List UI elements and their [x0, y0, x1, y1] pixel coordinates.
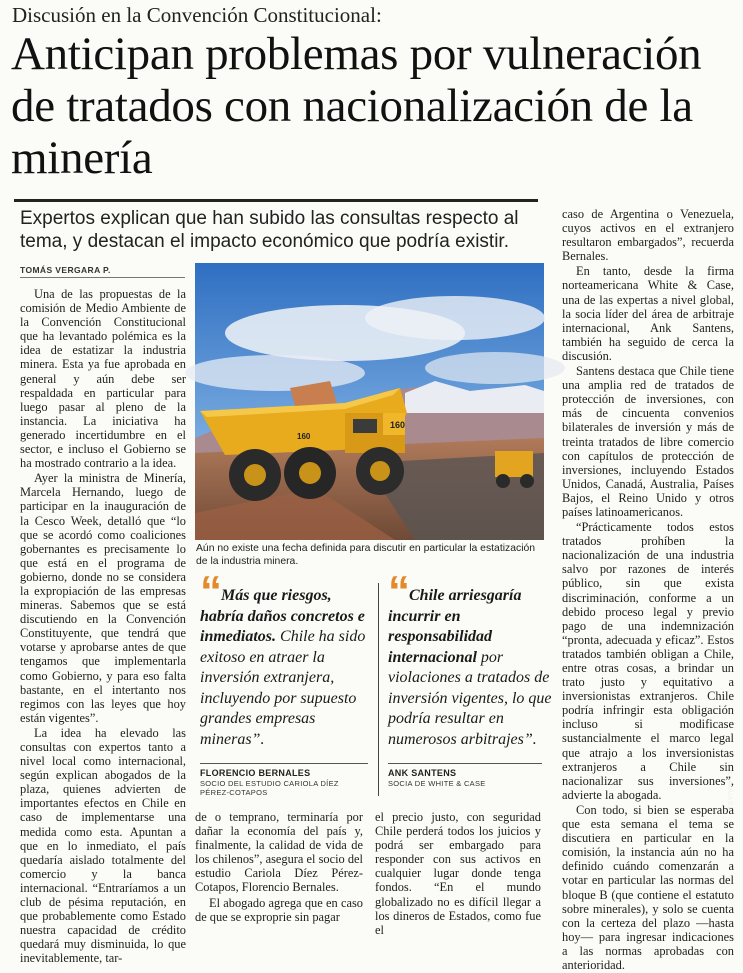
paragraph: El abogado agrega que en caso de que se exproprie sin pagar — [195, 895, 363, 924]
paragraph: La idea ha elevado las consultas con expertos tanto a nivel local como internacional, según explican abogados de la plaza, quienes advierten de importantes efectos en Chile en caso de implementarse una medida como esta. Apuntan a que en lo inmediato, el país quedaría aislado totalmente del comercio y la banca internacional. “Entraríamos a un club de pésima reputación, en que probablemente como Estado nuestra capacidad de crédito quedará muy disminuida, lo que inevitablemente, tar- — [20, 725, 186, 966]
pull-quote-rest: Chile ha sido exitoso en atraer la inversión extranjera, incluyendo por supuesto grandes empresas mineras”. — [200, 628, 366, 748]
deck: Expertos explican que han subido las consultas respecto al tema, y destacan el impacto económico que podría existir. — [20, 208, 519, 252]
pull-quote-bold: Chile arriesgaría incurrir en responsabilidad internacional — [388, 587, 522, 666]
photo-caption: Aún no existe una fecha definida para discutir en particular la estatización de la industria minera. — [196, 543, 536, 567]
paragraph: Santens destaca que Chile tiene una amplia red de tratados de protección de inversiones, con más de cincuenta convenios bilaterales de inversión y más de treinta tratados de libre comercio con capítulos de protección de inversiones, incluyendo Estados Unidos, Canadá, Australia, Países Bajos, el Reino Unido y otros países latinoamericanos. — [562, 364, 734, 519]
paragraph: el precio justo, con seguridad Chile perderá todos los juicios y podrá ser embargado para responder con sus activos en cualquier lugar donde tenga fondos. “En el mundo globalizado no es difícil llegar a los dineros de Estados, como fue el — [375, 810, 541, 937]
deck-rule — [14, 199, 538, 202]
paragraph: Ayer la ministra de Minería, Marcela Hernando, luego de participar en la inauguración de la Cesco Week, detalló que “lo que se acordó como coaliciones gobernantes es precisamente lo que está en el programa de gobierno, donde no se considera la expropiación de las empresas mineras. Sabemos que se está discutiendo en la Convención Constituyente, que tendrá que votarse y aprobarse antes de que tengamos que implementarla como Gobierno, y para eso falta bastante, en el intertanto nos regimos con las leyes que hoy están vigentes”. — [20, 471, 186, 725]
truck-number-1: 160 — [390, 420, 406, 430]
pull-quote-1 — [200, 567, 370, 750]
pull-quote-2 — [388, 567, 558, 750]
pull-quote-rest: por violaciones a tratados de inversión vigentes, lo que podría resultar en numerosos arbitrajes”. — [388, 648, 552, 748]
pull-quote-bold: Más que riesgos, habría daños concretos e inmediatos. — [200, 587, 365, 645]
pull-quote-text — [200, 567, 370, 750]
headline: Anticipan problemas por vulneración de tratados con nacionalización de la minería — [11, 28, 702, 184]
paragraph: Una de las propuestas de la comisión de Medio Ambiente de la Convención Constitucional que ha levantado polémica es la idea de estatizar la industria minera. Esta ya fue aprobada en general y aún debe ser respaldada en particular para luego pasar al pleno de la instancia. La iniciativa ha generado incertidumbre en el sector, e incluso el Gobierno se ha mostrado contrario a la idea. — [20, 287, 186, 471]
truck-number-2: 160 — [297, 432, 311, 441]
pull-quote-role: SOCIA DE WHITE & CASE — [388, 779, 486, 788]
pull-quote-text — [388, 567, 558, 750]
photo-credit: COLLAMUAS1 — [726, 761, 733, 810]
column-3 — [375, 810, 541, 938]
pull-quote-name: FLORENCIO BERNALES — [200, 768, 311, 778]
paragraph: En tanto, desde la firma norteamericana White & Case, una de las expertas a nivel global, la socia líder del área de arbitraje internacional, Ank Santens, también ha seguido de cerca la discusión. — [562, 264, 734, 363]
pull-quote-role: SOCIO DEL ESTUDIO CARIOLA DÍEZ PÉREZ-COTAPOS — [200, 779, 339, 797]
column-1 — [20, 287, 186, 967]
paragraph: Con todo, si bien se esperaba que esta semana el tema se discutiera en particular en la comisión, la instancia aún no ha definido cuándo comenzarán a votar en particular las normas del bloque B (que contiene el estatuto sobre minerales), y solo se cuenta con la certeza del plazo —hasta hoy— para ingresar indicaciones a las normas aprobadas con anterioridad. — [562, 802, 734, 972]
paragraph: caso de Argentina o Venezuela, cuyos activos en el extranjero resultaron embargados”, recuerda Bernales. — [562, 207, 734, 264]
column-2 — [195, 810, 363, 925]
pull-quote-divider — [378, 583, 379, 796]
column-4 — [562, 207, 734, 973]
kicker: Discusión en la Convención Constitucional: — [12, 3, 382, 27]
quote-mark-icon: “ — [200, 567, 218, 616]
pull-quote-name: ANK SANTENS — [388, 768, 457, 778]
pull-quote-rule — [200, 763, 368, 764]
paragraph: de o temprano, terminaría por dañar la economía del país y, finalmente, la calidad de vida de los chilenos”, asegura el socio del estudio Cariola Díez Pérez-Cotapos, Florencio Bernales. — [195, 810, 363, 895]
quote-mark-icon: “ — [388, 567, 406, 616]
paragraph: “Prácticamente todos estos tratados prohíben la nacionalización de una industria salvo por razones de interés público, sin que exista discriminación, conforme a un debido proceso legal y previo pago de una indemnización “pronta, adecuada y eficaz”. Estos tratados también obligan a Chile, entre otras cosas, a brindar un trato justo y equitativo a inversionistas extranjeros. Chile podría infringir esta obligación incluso si modificase sustancialmente el marco legal que atrajo a los inversionistas extranjeros a Chile sin nacionalizar sus inversiones”, advierte la abogada. — [562, 520, 734, 802]
byline: TOMÁS VERGARA P. — [20, 265, 111, 275]
byline-rule — [20, 277, 185, 278]
pull-quote-rule — [388, 763, 542, 764]
